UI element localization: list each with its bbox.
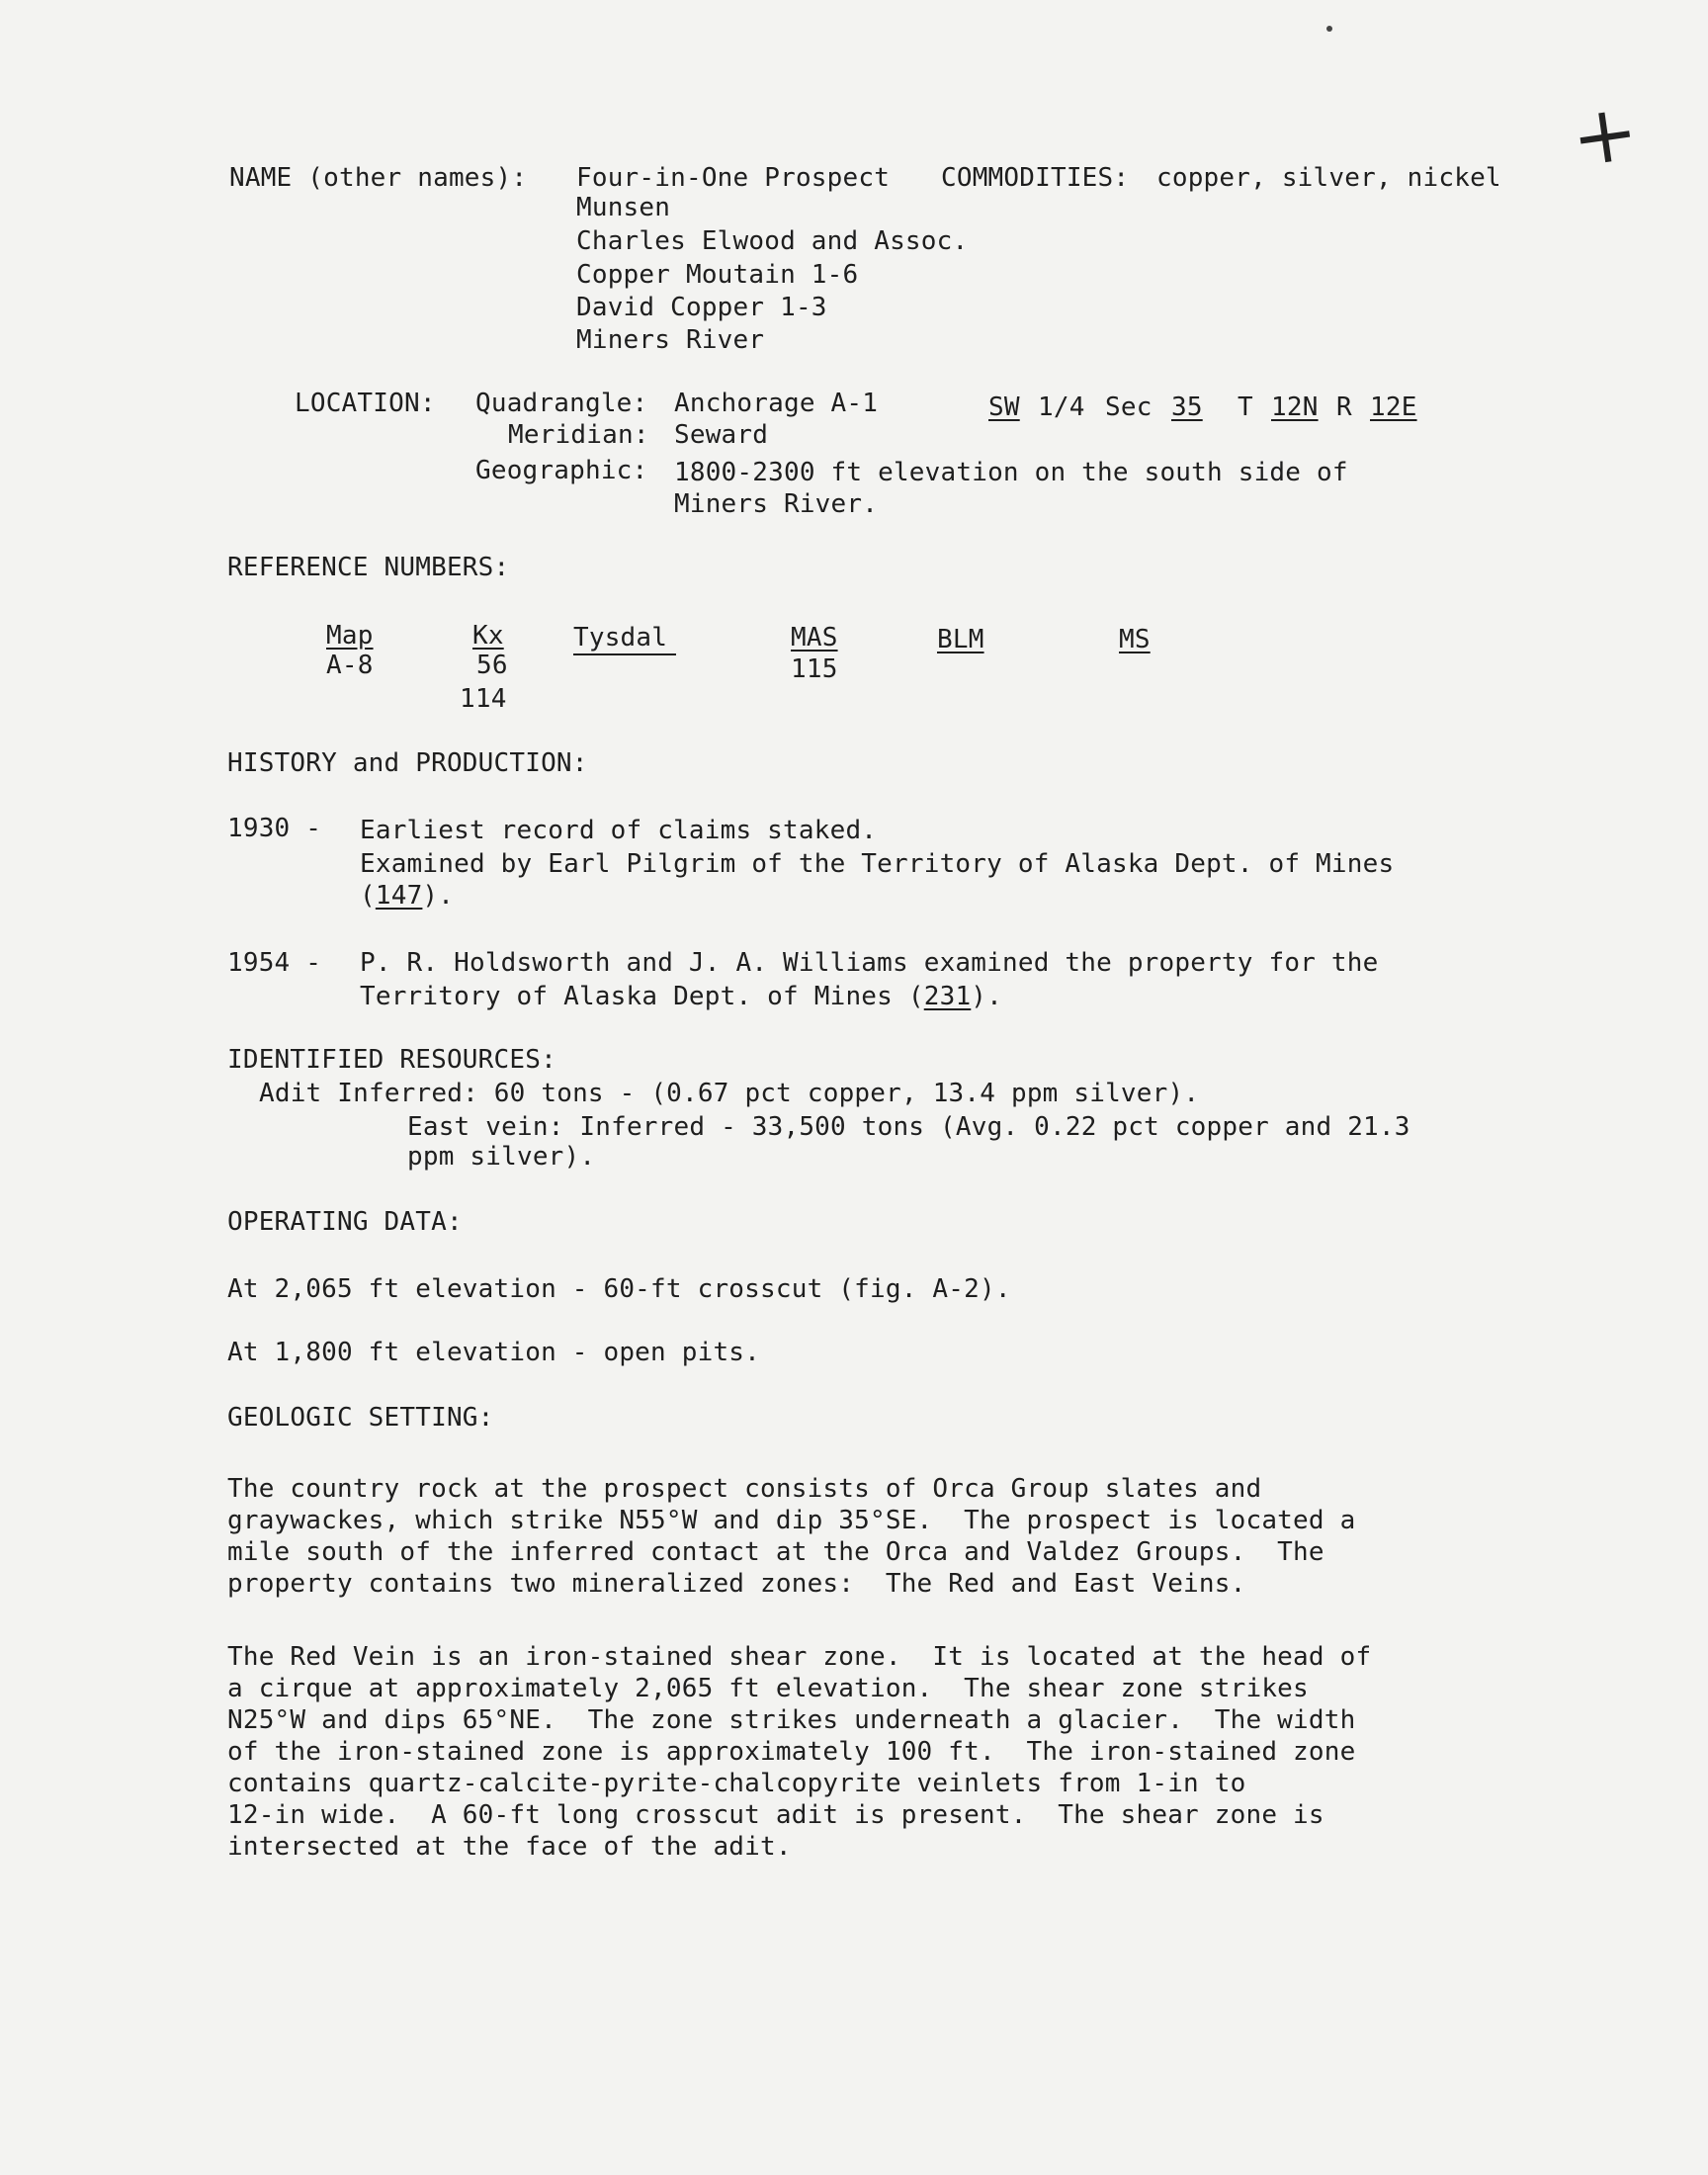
ref-value-map: A-8 — [326, 651, 374, 680]
corner-mark: + — [1565, 84, 1645, 186]
history-year: 1930 - — [227, 814, 322, 843]
geologic-paragraph-line: a cirque at approximately 2,065 ft elevation. The shear zone strikes — [227, 1674, 1309, 1703]
history-ref: 231 — [923, 982, 972, 1011]
commodities-value: copper, silver, nickel — [1156, 163, 1501, 193]
ref-header-mas: MAS — [791, 623, 838, 652]
meridian-label: Meridian: — [508, 420, 649, 450]
ref-header-ms: MS — [1119, 625, 1151, 654]
resources-heading: IDENTIFIED RESOURCES: — [227, 1045, 556, 1075]
geologic-paragraph-line: intersected at the face of the adit. — [227, 1832, 792, 1862]
township-value: 12N — [1271, 392, 1319, 422]
history-line: Earliest record of claims staked. — [360, 816, 878, 845]
ref-header-blm: BLM — [937, 625, 984, 654]
operating-line: At 2,065 ft elevation - 60-ft crosscut (fig. A-2). — [227, 1274, 1011, 1304]
history-ref-line: (147). — [360, 881, 455, 911]
ref-value-kx: 114 — [460, 684, 507, 714]
geologic-paragraph-line: of the iron-stained zone is approximately 100 ft. The iron-stained zone — [227, 1737, 1356, 1767]
geographic-line-2: Miners River. — [674, 489, 879, 519]
scan-speck — [1326, 26, 1332, 32]
ref-value-kx: 56 — [476, 651, 508, 680]
ref-tysdal-underline — [573, 653, 676, 655]
other-name: Munsen — [576, 193, 671, 222]
ref-value-mas: 115 — [791, 654, 838, 684]
geologic-paragraph-line: N25°W and dips 65°NE. The zone strikes underneath a glacier. The width — [227, 1705, 1356, 1735]
geologic-paragraph-line: mile south of the inferred contact at the Orca and Valdez Groups. The — [227, 1537, 1324, 1567]
geologic-paragraph-line: contains quartz-calcite-pyrite-chalcopyrite veinlets from 1-in to — [227, 1769, 1246, 1798]
geographic-line-1: 1800-2300 ft elevation on the south side of — [674, 458, 1348, 487]
other-name: Miners River — [576, 325, 765, 355]
section-value: 35 — [1171, 392, 1203, 422]
other-name: Charles Elwood and Assoc. — [576, 226, 969, 256]
resources-east-line-1: East vein: Inferred - 33,500 tons (Avg. 0.22 pct copper and 21.3 — [407, 1112, 1410, 1142]
sec-label: Sec — [1105, 392, 1153, 422]
history-ref: 147 — [375, 881, 423, 911]
geologic-paragraph-line: The country rock at the prospect consists of Orca Group slates and — [227, 1474, 1262, 1504]
commodities-label: COMMODITIES: — [941, 163, 1130, 193]
quarter-suffix: 1/4 — [1038, 392, 1085, 422]
township-label: T — [1238, 392, 1253, 422]
range-value: 12E — [1370, 392, 1417, 422]
geologic-heading: GEOLOGIC SETTING: — [227, 1403, 494, 1433]
range-label: R — [1336, 392, 1352, 422]
history-ref-line: Territory of Alaska Dept. of Mines (231). — [360, 982, 1003, 1011]
reference-heading: REFERENCE NUMBERS: — [227, 553, 510, 582]
geologic-paragraph-line: property contains two mineralized zones: The Red and East Veins. — [227, 1569, 1246, 1599]
other-name: Copper Moutain 1-6 — [576, 260, 859, 290]
operating-line: At 1,800 ft elevation - open pits. — [227, 1338, 761, 1367]
meridian-value: Seward — [674, 420, 769, 450]
resources-east-line-2: ppm silver). — [407, 1142, 596, 1172]
history-year: 1954 - — [227, 948, 322, 978]
geologic-paragraph-line: The Red Vein is an iron-stained shear zone. It is located at the head of — [227, 1642, 1372, 1672]
history-heading: HISTORY and PRODUCTION: — [227, 748, 588, 778]
geologic-paragraph-line: graywackes, which strike N55°W and dip 35°SE. The prospect is located a — [227, 1506, 1356, 1535]
geologic-paragraph-line: 12-in wide. A 60-ft long crosscut adit is present. The shear zone is — [227, 1800, 1324, 1830]
quarter-value: SW — [988, 392, 1020, 422]
other-name: David Copper 1-3 — [576, 293, 827, 322]
history-line: P. R. Holdsworth and J. A. Williams examined the property for the — [360, 948, 1379, 978]
ref-header-tysdal: Tysdal — [573, 623, 668, 652]
location-label: LOCATION: — [295, 389, 436, 418]
resources-adit: Adit Inferred: 60 tons - (0.67 pct copper, 13.4 ppm silver). — [259, 1079, 1200, 1108]
ref-header-map: Map — [326, 621, 374, 651]
history-line: Examined by Earl Pilgrim of the Territory of Alaska Dept. of Mines — [360, 849, 1395, 879]
name-label: NAME (other names): — [229, 163, 528, 193]
geographic-label: Geographic: — [475, 456, 648, 485]
name-primary: Four-in-One Prospect — [576, 163, 891, 193]
quadrangle-value: Anchorage A-1 — [674, 389, 879, 418]
quadrangle-label: Quadrangle: — [475, 389, 648, 418]
operating-heading: OPERATING DATA: — [227, 1207, 463, 1237]
ref-header-kx: Kx — [472, 621, 504, 651]
